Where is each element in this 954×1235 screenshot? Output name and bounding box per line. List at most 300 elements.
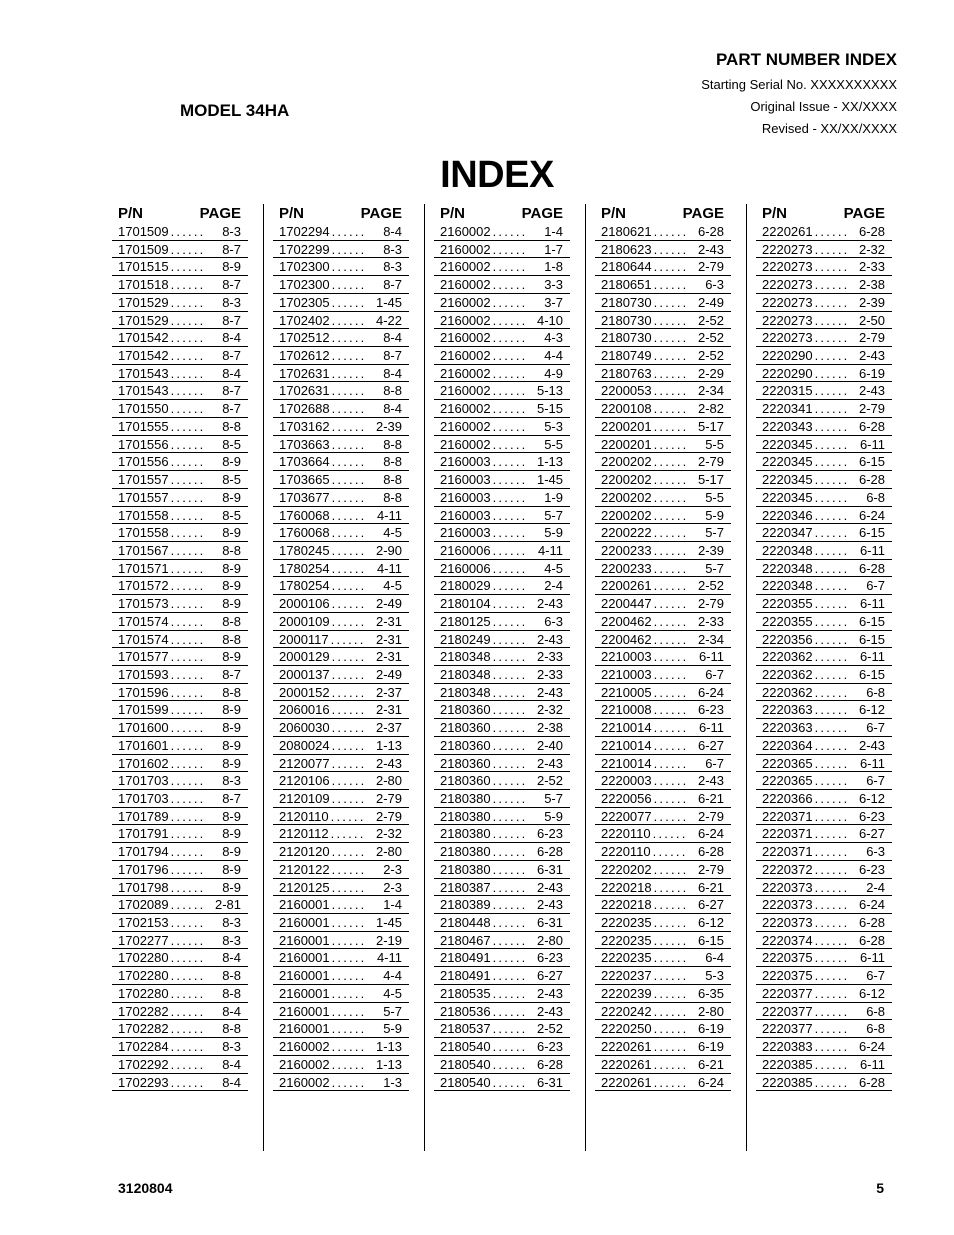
- part-number: 2180380: [440, 861, 491, 877]
- leader-dots: ......: [331, 613, 367, 629]
- page-ref: 8-3: [222, 773, 241, 789]
- part-number: 2120110: [279, 808, 329, 824]
- part-number: 2180749: [601, 348, 652, 364]
- index-row: [434, 560, 570, 578]
- index-row: [273, 825, 409, 843]
- leader-dots: ......: [170, 808, 206, 824]
- part-number: 1701571: [118, 560, 169, 576]
- page-ref: 2-32: [858, 241, 885, 257]
- part-number: 1701555: [118, 418, 169, 434]
- index-row: [595, 471, 731, 489]
- index-row: [434, 613, 570, 631]
- page-ref: 2-31: [375, 631, 402, 647]
- page-ref: 6-12: [858, 985, 885, 1001]
- index-row: [112, 471, 248, 489]
- index-row: [595, 1003, 731, 1021]
- part-number: 1701542: [118, 330, 169, 346]
- leader-dots: ......: [653, 489, 689, 505]
- leader-dots: ......: [653, 348, 689, 364]
- pn-header: P/N: [762, 205, 788, 222]
- index-row: [595, 365, 731, 383]
- part-number: 2220250: [601, 1021, 652, 1037]
- leader-dots: ......: [331, 1021, 367, 1037]
- leader-dots: ......: [814, 1039, 850, 1055]
- page-ref: 2-90: [375, 542, 402, 558]
- leader-dots: ......: [170, 631, 206, 647]
- index-row: [112, 666, 248, 684]
- index-row: [756, 560, 892, 578]
- leader-dots: ......: [492, 560, 528, 576]
- page-ref: 1-4: [544, 224, 563, 239]
- leader-dots: ......: [170, 418, 206, 434]
- index-row: [595, 967, 731, 985]
- page-ref: 2-33: [536, 666, 563, 682]
- page-ref: 8-8: [222, 542, 241, 558]
- leader-dots: ......: [814, 879, 850, 895]
- page-ref: 2-43: [536, 631, 563, 647]
- part-number: 2160002: [279, 1039, 330, 1055]
- leader-dots: ......: [492, 826, 528, 842]
- page-ref: 2-49: [697, 294, 724, 310]
- leader-dots: ......: [331, 950, 367, 966]
- part-number: 2200222: [601, 525, 652, 541]
- page-ref: 6-24: [858, 1039, 885, 1055]
- page-ref: 6-21: [697, 1056, 724, 1072]
- index-row: [434, 701, 570, 719]
- part-number: 2220348: [762, 578, 813, 594]
- index-row: [595, 507, 731, 525]
- leader-dots: ......: [492, 755, 528, 771]
- leader-dots: ......: [331, 915, 367, 931]
- leader-dots: ......: [653, 1003, 689, 1019]
- page-ref: 2-43: [858, 737, 885, 753]
- index-row: [434, 453, 570, 471]
- part-number: 1701518: [118, 277, 169, 293]
- part-number: 1702294: [279, 224, 330, 239]
- leader-dots: ......: [492, 224, 528, 239]
- index-row: [434, 861, 570, 879]
- index-column-1: [112, 204, 248, 1091]
- leader-dots: ......: [653, 436, 689, 452]
- page-ref: 4-9: [544, 365, 563, 381]
- index-row: [756, 436, 892, 454]
- leader-dots: ......: [331, 454, 367, 470]
- part-number: 1702300: [279, 277, 330, 293]
- leader-dots: ......: [492, 330, 528, 346]
- leader-dots: ......: [331, 383, 367, 399]
- leader-dots: ......: [331, 844, 367, 860]
- leader-dots: ......: [170, 259, 206, 275]
- index-row: [273, 560, 409, 578]
- page-ref: 6-8: [866, 489, 885, 505]
- index-row: [595, 861, 731, 879]
- page-ref: 8-4: [222, 950, 241, 966]
- page-ref: 8-8: [383, 489, 402, 505]
- part-number: 1701577: [118, 649, 169, 665]
- index-row: [434, 896, 570, 914]
- page-ref: 2-80: [375, 844, 402, 860]
- part-number: 2180537: [440, 1021, 491, 1037]
- page-ref: 8-9: [222, 525, 241, 541]
- part-number: 2220239: [601, 985, 652, 1001]
- leader-dots: ......: [814, 915, 850, 931]
- leader-dots: ......: [492, 365, 528, 381]
- part-number: 1701557: [118, 472, 169, 488]
- index-row: [112, 1003, 248, 1021]
- page-ref: 8-4: [383, 224, 402, 239]
- leader-dots: ......: [492, 596, 528, 612]
- index-row: [434, 276, 570, 294]
- part-number: 2160002: [440, 294, 491, 310]
- index-row: [756, 418, 892, 436]
- index-row: [273, 879, 409, 897]
- part-number: 2210008: [601, 702, 652, 718]
- part-number: 2200462: [601, 631, 652, 647]
- page-ref: 2-19: [375, 932, 402, 948]
- page-ref: 6-15: [858, 454, 885, 470]
- part-number: 2220356: [762, 631, 813, 647]
- part-number: 2200202: [601, 454, 652, 470]
- page-number: 5: [876, 1180, 884, 1196]
- page-ref: 2-80: [697, 1003, 724, 1019]
- part-number: 2180763: [601, 365, 652, 381]
- page-ref: 2-39: [858, 294, 885, 310]
- part-number: 1703677: [279, 489, 330, 505]
- page-ref: 8-4: [383, 330, 402, 346]
- page-ref: 6-11: [859, 755, 885, 771]
- page-ref: 6-28: [858, 915, 885, 931]
- page-ref: 1-8: [544, 259, 563, 275]
- index-column-3: [434, 204, 570, 1091]
- page-ref: 8-8: [222, 684, 241, 700]
- leader-dots: ......: [492, 277, 528, 293]
- page-ref: 8-4: [383, 365, 402, 381]
- part-number: 1701557: [118, 489, 169, 505]
- page-ref: 6-31: [536, 915, 563, 931]
- leader-dots: ......: [170, 560, 206, 576]
- page-ref: 8-3: [222, 294, 241, 310]
- part-number: 1701529: [118, 294, 169, 310]
- page-ref: 8-7: [383, 277, 402, 293]
- leader-dots: ......: [492, 720, 528, 736]
- index-row: [434, 507, 570, 525]
- part-number: 1702305: [279, 294, 330, 310]
- leader-dots: ......: [170, 436, 206, 452]
- leader-dots: ......: [170, 915, 206, 931]
- leader-dots: ......: [814, 773, 850, 789]
- section-title: PART NUMBER INDEX: [715, 50, 897, 69]
- leader-dots: ......: [814, 542, 850, 558]
- leader-dots: ......: [653, 330, 689, 346]
- leader-dots: ......: [814, 968, 850, 984]
- part-number: 1780254: [279, 560, 330, 576]
- page-ref: 8-9: [222, 826, 241, 842]
- leader-dots: ......: [653, 950, 689, 966]
- page-ref: 5-7: [383, 1003, 402, 1019]
- leader-dots: ......: [814, 507, 850, 523]
- page-ref: 8-9: [222, 489, 241, 505]
- index-row: [434, 648, 570, 666]
- page-ref: 5-13: [536, 383, 563, 399]
- page-ref: 8-7: [222, 312, 241, 328]
- part-number: 2220373: [762, 897, 813, 913]
- index-row: [273, 471, 409, 489]
- part-number: 2000129: [279, 649, 330, 665]
- part-number: 1701558: [118, 507, 169, 523]
- part-number: 1702282: [118, 1021, 169, 1037]
- index-row: [112, 1020, 248, 1038]
- leader-dots: ......: [814, 684, 850, 700]
- page-ref: 8-4: [383, 401, 402, 417]
- page-ref: 6-21: [697, 879, 724, 895]
- part-number: 2120120: [279, 844, 330, 860]
- part-number: 2220372: [762, 861, 813, 877]
- index-row: [112, 1056, 248, 1074]
- page-ref: 6-24: [858, 897, 885, 913]
- index-row: [595, 666, 731, 684]
- part-number: 1701596: [118, 684, 169, 700]
- part-number: 2220242: [601, 1003, 652, 1019]
- page-ref: 8-9: [222, 844, 241, 860]
- part-number: 1702280: [118, 985, 169, 1001]
- leader-dots: ......: [170, 1056, 206, 1072]
- index-row: [756, 861, 892, 879]
- leader-dots: ......: [492, 489, 528, 505]
- leader-dots: ......: [170, 401, 206, 417]
- part-number: 1701558: [118, 525, 169, 541]
- leader-dots: ......: [492, 454, 528, 470]
- page-ref: 6-23: [536, 826, 563, 842]
- leader-dots: ......: [170, 507, 206, 523]
- part-number: 2220375: [762, 968, 813, 984]
- part-number: 2180491: [440, 968, 491, 984]
- page-ref: 6-28: [858, 224, 885, 239]
- index-row: [273, 701, 409, 719]
- leader-dots: ......: [170, 844, 206, 860]
- part-number: 2120109: [279, 791, 330, 806]
- leader-dots: ......: [492, 649, 528, 665]
- part-number: 2120077: [279, 755, 330, 771]
- leader-dots: ......: [170, 720, 206, 736]
- part-number: 2220345: [762, 436, 813, 452]
- page-ref: 5-9: [705, 507, 724, 523]
- index-row: [112, 241, 248, 259]
- leader-dots: ......: [170, 277, 206, 293]
- part-number: 2160002: [440, 383, 491, 399]
- index-row: [595, 524, 731, 542]
- part-number: 2180535: [440, 985, 491, 1001]
- page-ref: 2-52: [697, 348, 724, 364]
- page-ref: 6-11: [698, 649, 724, 665]
- part-number: 2220261: [601, 1056, 652, 1072]
- page-ref: 8-3: [383, 241, 402, 257]
- index-row: [273, 719, 409, 737]
- index-row: [756, 312, 892, 330]
- leader-dots: ......: [653, 915, 689, 931]
- page-ref: 6-19: [697, 1039, 724, 1055]
- leader-dots: ......: [492, 1074, 528, 1090]
- page-ref: 6-3: [544, 613, 563, 629]
- index-row: [595, 701, 731, 719]
- page-ref: 2-43: [858, 383, 885, 399]
- page-ref: 2-4: [544, 578, 563, 594]
- page-ref: 8-5: [222, 472, 241, 488]
- leader-dots: ......: [331, 418, 367, 434]
- index-row: [273, 790, 409, 808]
- leader-dots: ......: [492, 472, 528, 488]
- part-number: 1702688: [279, 401, 330, 417]
- leader-dots: ......: [653, 1021, 689, 1037]
- index-row: [756, 914, 892, 932]
- page-ref: 2-3: [383, 861, 402, 877]
- index-row: [434, 1038, 570, 1056]
- part-number: 1701556: [118, 436, 169, 452]
- page-ref: 8-4: [222, 1003, 241, 1019]
- leader-dots: ......: [170, 383, 206, 399]
- index-row: [273, 755, 409, 773]
- index-row: [112, 524, 248, 542]
- index-row: [112, 577, 248, 595]
- leader-dots: ......: [814, 932, 850, 948]
- index-row: [273, 577, 409, 595]
- part-number: 2220273: [762, 294, 813, 310]
- leader-dots: ......: [814, 613, 850, 629]
- leader-dots: ......: [331, 489, 367, 505]
- leader-dots: ......: [653, 365, 689, 381]
- page-ref: 4-11: [537, 542, 563, 558]
- leader-dots: ......: [814, 791, 850, 806]
- index-column-5: [756, 204, 892, 1091]
- index-row: [112, 790, 248, 808]
- part-number: 1702089: [118, 897, 169, 913]
- leader-dots: ......: [814, 631, 850, 647]
- part-number: 1702300: [279, 259, 330, 275]
- part-number: 1701703: [118, 773, 169, 789]
- page-ref: 6-19: [697, 1021, 724, 1037]
- leader-dots: ......: [653, 1039, 689, 1055]
- part-number: 2000109: [279, 613, 330, 629]
- page-ref: 6-15: [858, 613, 885, 629]
- index-row: [112, 613, 248, 631]
- part-number: 2180125: [440, 613, 491, 629]
- page-ref: 2-38: [536, 720, 563, 736]
- page-ref: 6-4: [705, 950, 724, 966]
- part-number: 2220315: [762, 383, 813, 399]
- index-row: [273, 347, 409, 365]
- leader-dots: ......: [814, 702, 850, 718]
- leader-dots: ......: [492, 542, 528, 558]
- leader-dots: ......: [170, 684, 206, 700]
- leader-dots: ......: [653, 684, 689, 700]
- leader-dots: ......: [330, 808, 366, 824]
- page-ref: 8-8: [383, 472, 402, 488]
- part-number: 2160002: [440, 401, 491, 417]
- part-number: 2120112: [279, 826, 329, 842]
- index-row: [595, 258, 731, 276]
- leader-dots: ......: [492, 897, 528, 913]
- part-number: 2220056: [601, 791, 652, 806]
- page-ref: 2-79: [697, 808, 724, 824]
- index-row: [112, 382, 248, 400]
- page-ref: 6-11: [698, 720, 724, 736]
- part-number: 2220363: [762, 720, 813, 736]
- part-number: 1703663: [279, 436, 330, 452]
- leader-dots: ......: [653, 507, 689, 523]
- part-number: 1701550: [118, 401, 169, 417]
- index-row: [112, 1074, 248, 1092]
- pn-header: P/N: [440, 205, 466, 222]
- index-row: [273, 400, 409, 418]
- leader-dots: ......: [331, 737, 367, 753]
- index-row: [434, 329, 570, 347]
- page-ref: 8-8: [222, 631, 241, 647]
- page-ref: 2-43: [536, 755, 563, 771]
- part-number: 2220290: [762, 365, 813, 381]
- index-row: [112, 914, 248, 932]
- index-row: [112, 312, 248, 330]
- leader-dots: ......: [653, 666, 689, 682]
- pn-header: P/N: [601, 205, 627, 222]
- index-row: [434, 684, 570, 702]
- index-row: [756, 755, 892, 773]
- leader-dots: ......: [492, 844, 528, 860]
- part-number: 2160002: [279, 1074, 330, 1090]
- leader-dots: ......: [331, 968, 367, 984]
- page-ref: 6-28: [858, 932, 885, 948]
- page-ref: 2-43: [536, 985, 563, 1001]
- part-number: 2220348: [762, 542, 813, 558]
- part-number: 1701529: [118, 312, 169, 328]
- page-ref: 2-37: [375, 684, 402, 700]
- leader-dots: ......: [814, 596, 850, 612]
- part-number: 2200233: [601, 560, 652, 576]
- part-number: 2220273: [762, 312, 813, 328]
- part-number: 2160006: [440, 542, 491, 558]
- part-number: 2180380: [440, 844, 491, 860]
- leader-dots: ......: [492, 702, 528, 718]
- leader-dots: ......: [331, 578, 367, 594]
- page-ref: 5-9: [383, 1021, 402, 1037]
- part-number: 2180348: [440, 666, 491, 682]
- part-number: 2160002: [440, 312, 491, 328]
- page-ref: 8-7: [222, 401, 241, 417]
- index-table: [112, 204, 902, 1151]
- page-ref: 5-5: [544, 436, 563, 452]
- index-row: [112, 949, 248, 967]
- page-ref: 6-15: [858, 631, 885, 647]
- index-row: [112, 719, 248, 737]
- leader-dots: ......: [814, 348, 850, 364]
- index-row: [273, 648, 409, 666]
- part-number: 2180540: [440, 1074, 491, 1090]
- index-row: [112, 825, 248, 843]
- part-number: 2220273: [762, 330, 813, 346]
- leader-dots: ......: [814, 1074, 850, 1090]
- part-number: 2180380: [440, 791, 491, 806]
- index-row: [756, 1074, 892, 1092]
- page-ref: 8-3: [383, 259, 402, 275]
- column-header: [112, 204, 248, 223]
- page-ref: 2-79: [697, 259, 724, 275]
- part-number: 2210014: [601, 755, 652, 771]
- part-number: 2160001: [279, 915, 330, 931]
- page-ref: 5-7: [544, 507, 563, 523]
- leader-dots: ......: [331, 684, 367, 700]
- part-number: 1701791: [118, 826, 169, 842]
- page-ref: 6-28: [858, 472, 885, 488]
- index-row: [756, 524, 892, 542]
- page-ref: 8-3: [222, 915, 241, 931]
